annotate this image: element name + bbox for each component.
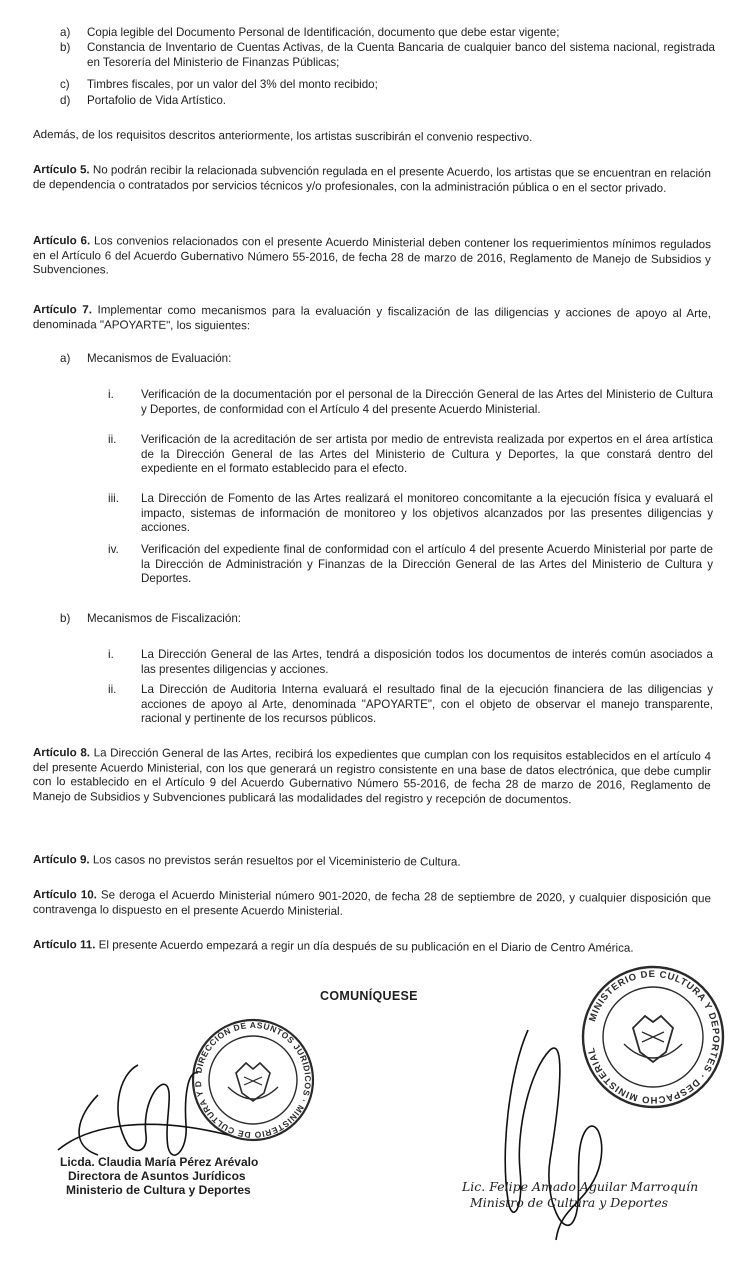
list-item-text: Portafolio de Vida Artístico. bbox=[87, 94, 226, 107]
signer-left bbox=[60, 1155, 258, 1197]
article-9 bbox=[33, 853, 711, 872]
signature-left bbox=[38, 1055, 278, 1165]
signer-left-title: Directora de Asuntos Jurídicos bbox=[68, 1169, 246, 1183]
article-heading: Artículo 7. bbox=[32, 303, 93, 317]
list-item-label: iv. bbox=[108, 543, 119, 556]
section-title: Mecanismos de Fiscalización: bbox=[87, 612, 241, 625]
article-text: El presente Acuerdo empezará a regir un día después de su publicación en el Diario de Centro América. bbox=[95, 938, 634, 955]
list-item-label: a) bbox=[60, 26, 71, 39]
article-text: Los casos no previstos serán resueltos por el Viceministerio de Cultura. bbox=[89, 853, 461, 869]
svg-text:MINISTERIO DE CULTURA Y DEPORT: MINISTERIO DE CULTURA Y DEPORTES · DESPACHO MINISTERIAL bbox=[585, 968, 722, 1106]
list-item-label: b) bbox=[60, 41, 71, 54]
list-item-label: iii. bbox=[108, 492, 119, 505]
article-8 bbox=[33, 746, 711, 809]
signer-left-org: Ministerio de Cultura y Deportes bbox=[66, 1183, 251, 1197]
list-item-text: La Dirección de Auditoria Interna evaluará el resultado final de la ejecución financiera de las diligencias y acciones de apoyo al Arte, denominada "APOYARTE", con el objeto de observar el manejo transparente, racional y pertinente de los recursos públicos. bbox=[141, 683, 713, 726]
list-item-label: d) bbox=[60, 94, 71, 107]
list-item-label: i. bbox=[108, 388, 114, 401]
article-text: La Dirección General de las Artes, recibirá los expedientes que cumplan con los requisitos establecidos en el artículo 4 del presente Acuerdo Ministerial, con los que generará un registro consistente en una base de datos electrónica, que debe cumplir con lo establecido en el Artículo 9 del Acuerdo Gubernativo Número 55-2016, de fecha 28 de marzo de 2016, Reglamento de Manejo de Subsidios y Subvenciones publicará las modalidades del registro y recepción de documentos. bbox=[32, 746, 711, 807]
article-heading: Artículo 8. bbox=[32, 746, 91, 760]
list-item-text: Copia legible del Documento Personal de Identificación, documento que debe estar vigente; bbox=[87, 26, 560, 39]
article-heading: Artículo 5. bbox=[32, 163, 90, 177]
article-text: Implementar como mecanismos para la evaluación y fiscalización de las diligencias y acciones de apoyo al Arte, denominada "APOYARTE", los siguientes: bbox=[32, 303, 711, 332]
list-item-text: Verificación del expediente final de conformidad con el artículo 4 del presente Acuerdo Ministerial por parte de la Dirección de Administración y Finanzas de la Dirección General de las Artes del Ministerio de Cultura y Deportes. bbox=[141, 543, 713, 586]
article-text: No podrán recibir la relacionada subvención regulada en el presente Acuerdo, los artistas que se encuentran en relación de dependencia o contratados por servicios técnicos y/o profesionales, con la administración pública o en el sector privado. bbox=[32, 163, 712, 195]
article-7 bbox=[33, 303, 711, 336]
list-item-text: Verificación de la documentación por el personal de la Dirección General de las Artes del Ministerio de Cultura y Deportes, de conformidad con el Artículo 4 del presente Acuerdo Ministerial. bbox=[141, 388, 713, 416]
signer-right bbox=[462, 1179, 698, 1211]
article-heading: Artículo 11. bbox=[32, 938, 96, 952]
article-heading: Artículo 9. bbox=[32, 853, 90, 867]
article-text: Se deroga el Acuerdo Ministerial número 901-2020, de fecha 28 de septiembre de 2020, y cualquier disposición que contravenga lo dispuesto en el presente Acuerdo Ministerial. bbox=[32, 888, 711, 918]
signer-right-title: Ministro de Cultura y Deportes bbox=[470, 1195, 669, 1210]
section-label: a) bbox=[60, 352, 71, 365]
list-item-text: Verificación de la acreditación de ser artista por medio de entrevista realizada por expertos en el área artística de la Dirección General de las Artes del Ministerio de Cultura y Deportes, la que constará dentro del expediente en el formato establecido para el efecto. bbox=[141, 433, 713, 476]
section-title: Mecanismos de Evaluación: bbox=[87, 352, 232, 365]
list-item-text: La Dirección General de las Artes, tendrá a disposición todos los documentos de interés común asociados a las presentes diligencias y acciones. bbox=[141, 648, 713, 676]
list-item-text: La Dirección de Fomento de las Artes realizará el monitoreo concomitante a la ejecución física y evaluará el impacto, sistemas de información de monitoreo y los objetivos alcanzados por las presentes diligencias y acciones. bbox=[141, 492, 713, 535]
signer-right-name: Lic. Felipe Amado Aguilar Marroquín bbox=[462, 1179, 699, 1194]
paragraph-ademas: Además, de los requisitos descritos anteriormente, los artistas suscribirán el convenio respectivo. bbox=[32, 128, 533, 145]
list-item-text: Timbres fiscales, por un valor del 3% del monto recibido; bbox=[87, 78, 378, 91]
article-10 bbox=[33, 888, 711, 921]
article-heading: Artículo 10. bbox=[32, 888, 97, 902]
article-5 bbox=[33, 163, 711, 196]
list-item-label: ii. bbox=[108, 433, 117, 446]
article-text: Los convenios relacionados con el presente Acuerdo Ministerial deben contener los requerimientos mínimos regulados en el Artículo 6 del Acuerdo Gubernativo Número 55-2016, de fecha 28 de marzo de 2016, Reglamento de Manejo de Subsidios y Subvenciones. bbox=[32, 234, 711, 277]
article-6 bbox=[33, 234, 711, 282]
list-item-label: c) bbox=[60, 78, 70, 91]
svg-text:DIRECCIÓN DE ASUNTOS JURÍDICOS: DIRECCIÓN DE ASUNTOS JURÍDICOS · MINISTERIO DE CULTURA Y DEPORTES bbox=[184, 1007, 314, 1141]
list-item-text: Constancia de Inventario de Cuentas Activas, de la Cuenta Bancaria de cualquier banco del sistema nacional, registrada en Tesorería del Ministerio de Finanzas Públicas; bbox=[87, 41, 715, 69]
list-item-label: i. bbox=[108, 648, 114, 661]
list-item-label: ii. bbox=[108, 683, 117, 696]
article-11 bbox=[33, 938, 711, 957]
signature-right bbox=[470, 1010, 650, 1250]
signer-left-name: Licda. Claudia María Pérez Arévalo bbox=[60, 1155, 259, 1169]
section-label: b) bbox=[60, 612, 71, 625]
article-heading: Artículo 6. bbox=[32, 234, 91, 248]
comuniquese-heading: COMUNÍQUESE bbox=[320, 989, 418, 1003]
